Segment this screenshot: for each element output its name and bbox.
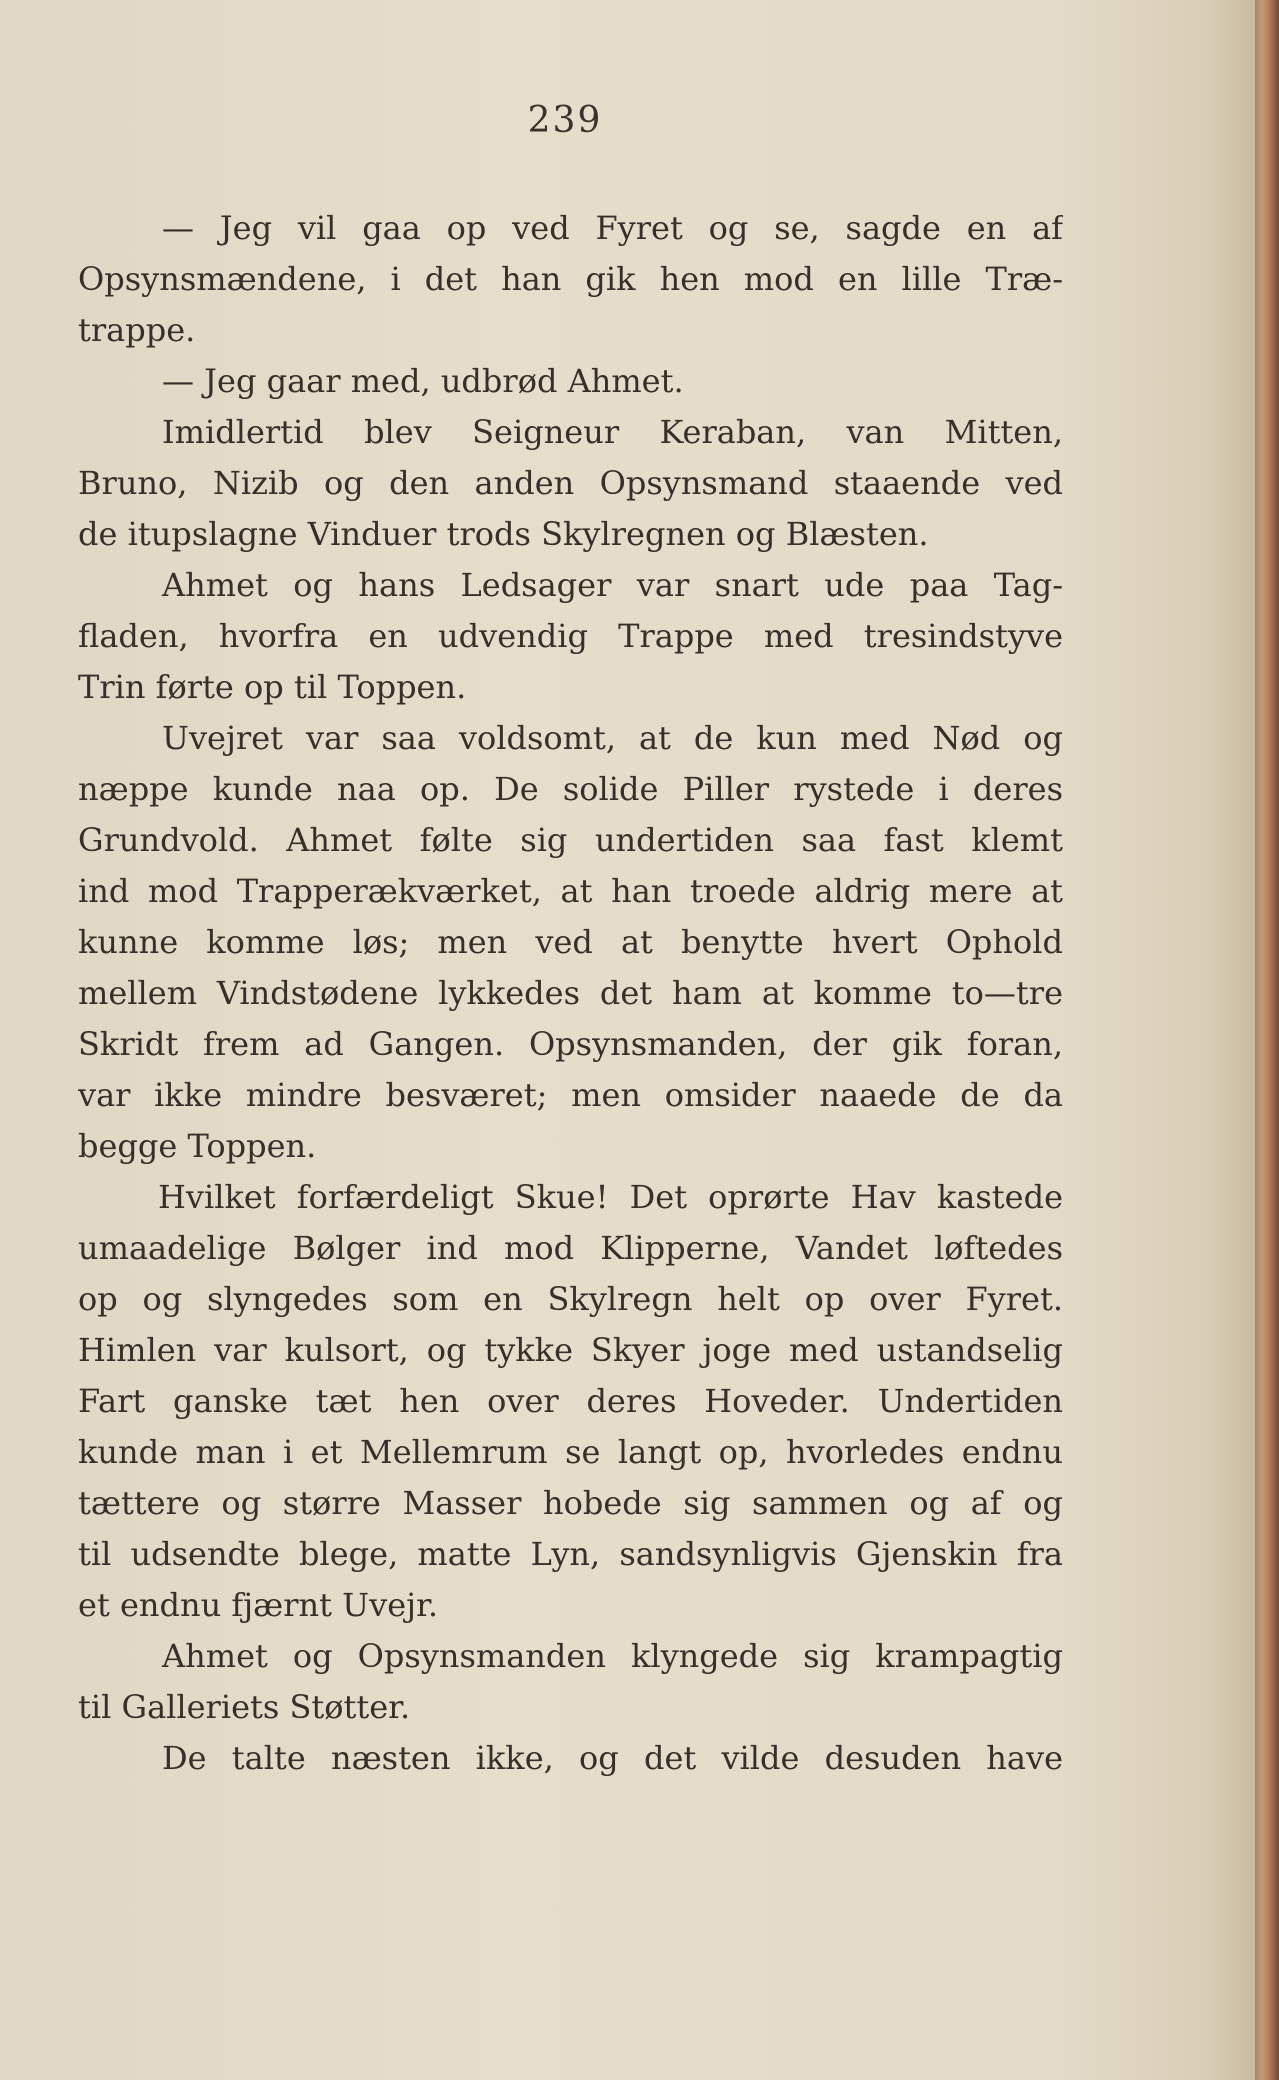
- text-line: Trin førte op til Toppen.: [78, 668, 467, 706]
- text-line: — Jeg gaar med, udbrød Ahmet.: [162, 362, 684, 400]
- text-line: Ahmet og hans Ledsager var snart ude paa Tag-: [162, 566, 1063, 604]
- text-line: Bruno, Nizib og den anden Opsynsmand staaende ved: [78, 464, 1063, 502]
- text-line: begge Toppen.: [78, 1127, 317, 1165]
- text-line: umaadelige Bølger ind mod Klipperne, Vandet løftedes: [78, 1229, 1063, 1267]
- text-line: op og slyngedes som en Skylregn helt op over Fyret.: [78, 1280, 1063, 1318]
- page-number: 239: [527, 100, 603, 141]
- text-line: — Jeg vil gaa op ved Fyret og se, sagde en af: [162, 209, 1063, 247]
- text-line: de itupslagne Vinduer trods Skylregnen og Blæsten.: [78, 515, 929, 553]
- text-line: Fart ganske tæt hen over deres Hoveder. Undertiden: [78, 1382, 1063, 1420]
- text-line: til udsendte blege, matte Lyn, sandsynligvis Gjenskin fra: [78, 1535, 1063, 1573]
- text-line: kunde man i et Mellemrum se langt op, hvorledes endnu: [78, 1433, 1063, 1471]
- text-line: Himlen var kulsort, og tykke Skyer joge med ustandselig: [78, 1331, 1063, 1369]
- text-line: Skridt frem ad Gangen. Opsynsmanden, der gik foran,: [78, 1025, 1063, 1063]
- text-line: tættere og større Masser hobede sig sammen og af og: [78, 1484, 1063, 1522]
- text-line: Hvilket forfærdeligt Skue! Det oprørte Hav kastede: [158, 1178, 1063, 1216]
- text-line: var ikke mindre besværet; men omsider naaede de da: [78, 1076, 1063, 1114]
- text-line: Ahmet og Opsynsmanden klyngede sig krampagtig: [162, 1637, 1063, 1675]
- body-text: [78, 203, 1063, 1784]
- text-line: Uvejret var saa voldsomt, at de kun med Nød og: [162, 719, 1063, 757]
- text-line: mellem Vindstødene lykkedes det ham at komme to—tre: [78, 974, 1063, 1012]
- text-line: ind mod Trapperækværket, at han troede aldrig mere at: [78, 872, 1063, 910]
- page-edge: [1255, 0, 1279, 2080]
- text-line: næppe kunde naa op. De solide Piller rystede i deres: [78, 770, 1063, 808]
- text-line: Opsynsmændene, i det han gik hen mod en lille Træ-: [78, 260, 1063, 298]
- text-line: et endnu fjærnt Uvejr.: [78, 1586, 439, 1624]
- text-line: kunne komme løs; men ved at benytte hvert Ophold: [78, 923, 1063, 961]
- text-line: De talte næsten ikke, og det vilde desuden have: [162, 1739, 1063, 1777]
- text-line: til Galleriets Støtter.: [78, 1688, 411, 1726]
- text-line: Imidlertid blev Seigneur Keraban, van Mitten,: [162, 413, 1063, 451]
- text-line: Grundvold. Ahmet følte sig undertiden saa fast klemt: [78, 821, 1063, 859]
- text-line: fladen, hvorfra en udvendig Trappe med tresindstyve: [78, 617, 1063, 655]
- text-line: trappe.: [78, 311, 196, 349]
